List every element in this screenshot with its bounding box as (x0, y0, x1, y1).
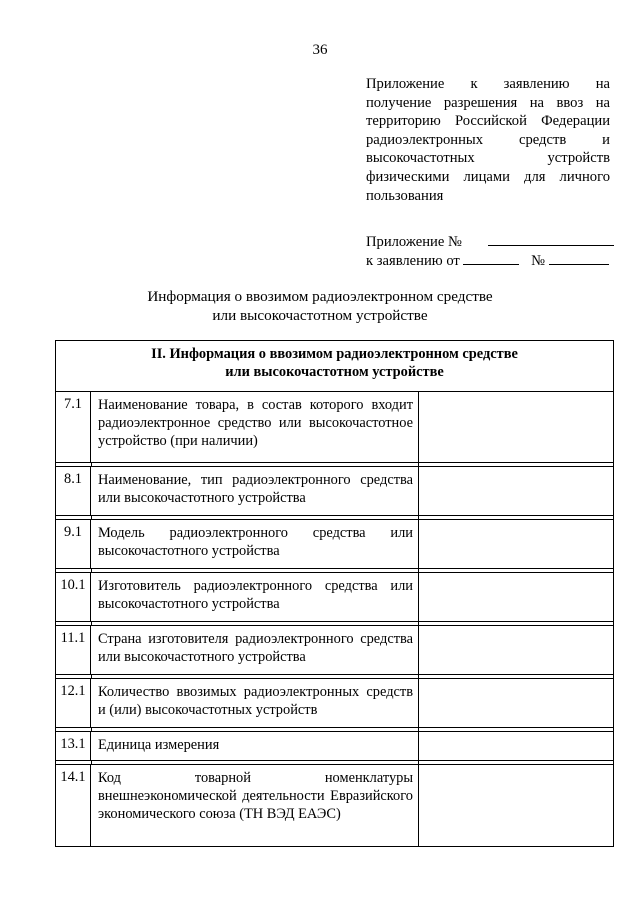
row-description: Код товарной номенклатуры внешнеэкономической деятельности Евразийского экономического союза (ТН ВЭД ЕАЭС) (91, 765, 419, 846)
row-description: Страна изготовителя радиоэлектронного средства или высокочастотного устройства (91, 626, 419, 674)
row-value-cell[interactable] (419, 467, 613, 515)
table-row (56, 764, 613, 846)
table-row (56, 466, 613, 515)
row-number: 7.1 (56, 392, 91, 462)
row-number: 11.1 (56, 626, 91, 674)
row-description: Модель радиоэлектронного средства или высокочастотного устройства (91, 520, 419, 568)
page-number: 36 (312, 42, 328, 58)
row-description: Количество ввозимых радиоэлектронных средств и (или) высокочастотных устройств (91, 679, 419, 727)
row-description: Наименование, тип радиоэлектронного средства или высокочастотного устройства (91, 467, 419, 515)
annex-caption-line: получение разрешения на ввоз на (366, 94, 610, 111)
table-row (56, 625, 613, 674)
annex-number-blank[interactable] (488, 231, 614, 246)
annex-caption-line: радиоэлектронных средств и (366, 131, 610, 148)
annex-caption-line: высокочастотных устройств (366, 150, 610, 167)
row-value-cell[interactable] (419, 626, 613, 674)
application-number-blank[interactable] (549, 250, 609, 265)
application-number-label: № (531, 253, 546, 269)
row-value-cell[interactable] (419, 679, 613, 727)
table-section-title-line: или высокочастотном устройстве (225, 364, 444, 380)
row-number: 14.1 (56, 765, 91, 846)
annex-caption-line: Приложение к заявлению на (366, 76, 610, 92)
table-row (56, 391, 613, 462)
annex-caption-line: территорию Российской Федерации (366, 113, 610, 130)
annex-caption-line: физическими лицами для личного (366, 168, 610, 185)
document-heading: или высокочастотном устройстве (212, 307, 428, 324)
application-date-line (366, 250, 609, 270)
annex-caption-line: пользования (366, 187, 444, 204)
application-date-blank[interactable] (463, 250, 519, 265)
row-value-cell[interactable] (419, 392, 613, 462)
document-heading: Информация о ввозимом радиоэлектронном средстве (147, 288, 493, 305)
row-number: 12.1 (56, 679, 91, 727)
row-value-cell[interactable] (419, 732, 613, 760)
row-value-cell[interactable] (419, 765, 613, 846)
row-value-cell[interactable] (419, 573, 613, 621)
annex-number-line (366, 231, 614, 251)
row-value-cell[interactable] (419, 520, 613, 568)
table-section-title-line: II. Информация о ввозимом радиоэлектронном средстве (151, 346, 518, 362)
row-number: 9.1 (56, 520, 91, 568)
device-info-table (55, 340, 614, 847)
row-description: Единица измерения (91, 732, 419, 760)
annex-number-label: Приложение № (366, 234, 462, 250)
row-description: Изготовитель радиоэлектронного средства или высокочастотного устройства (91, 573, 419, 621)
annex-caption (366, 75, 610, 205)
table-row (56, 572, 613, 621)
row-number: 13.1 (56, 732, 91, 760)
table-row (56, 678, 613, 727)
row-number: 10.1 (56, 573, 91, 621)
application-date-label: к заявлению от (366, 253, 460, 269)
table-row (56, 731, 613, 760)
row-number: 8.1 (56, 467, 91, 515)
row-description: Наименование товара, в состав которого входит радиоэлектронное средство или высокочастотное устройство (при наличии) (91, 392, 419, 462)
table-row (56, 519, 613, 568)
table-section-title (56, 341, 613, 391)
